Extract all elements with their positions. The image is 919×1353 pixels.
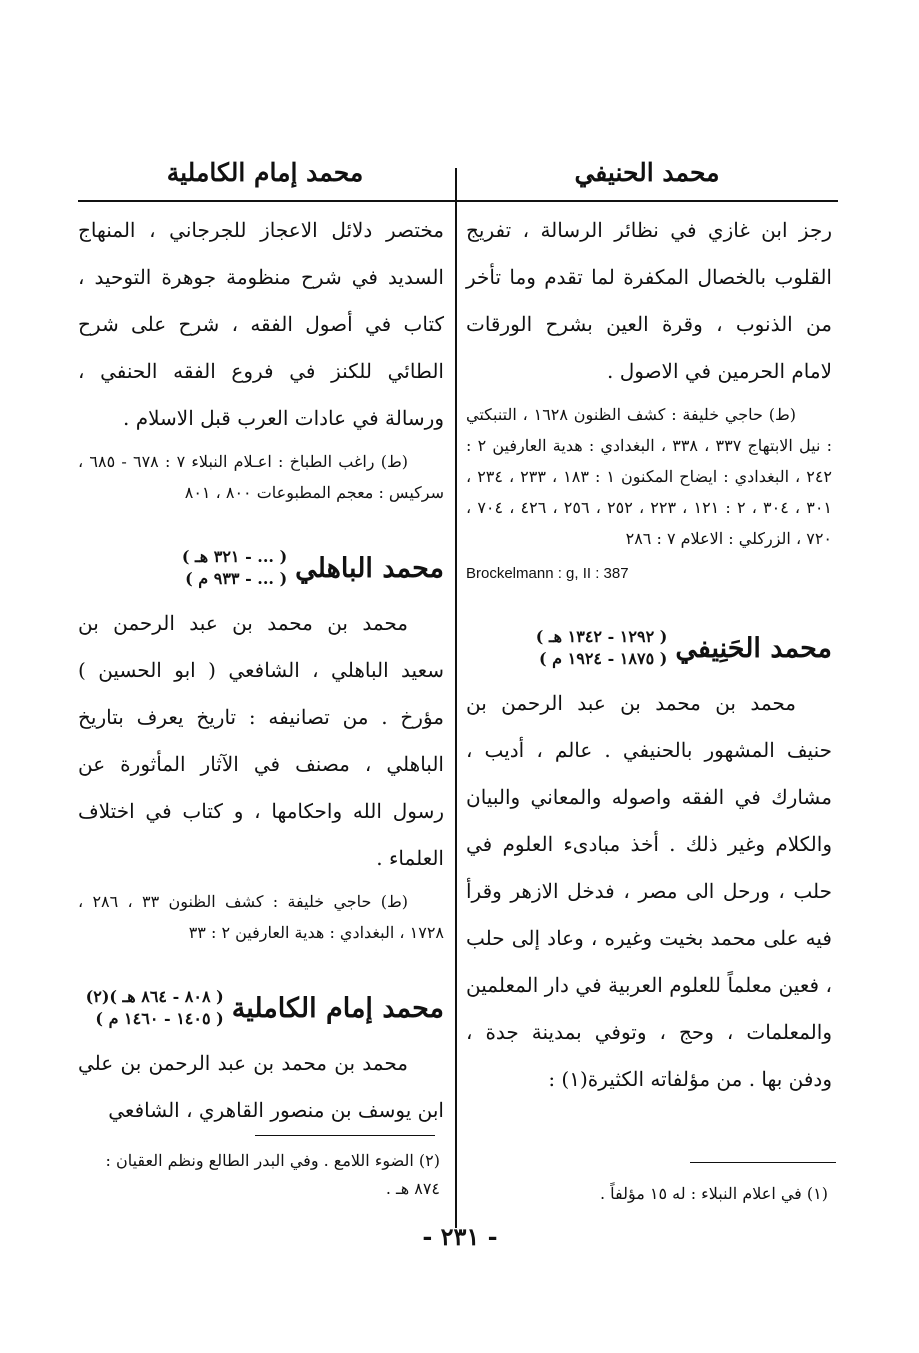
hijri-dates: ( ٨٠٨ - ٨٦٤ هـ )(٢) xyxy=(85,987,224,1006)
gregorian-dates: ( ١٤٠٥ - ١٤٦٠ م ) xyxy=(95,1009,224,1028)
entry1-latin-reference: Brockelmann : g, II : 387 xyxy=(466,565,629,582)
page-number: - ٢٣١ - xyxy=(422,1222,498,1251)
entry-name: محمد إمام الكاملية xyxy=(231,992,444,1024)
entry1-references: (ط) حاجي خليفة : كشف الظنون ١٦٢٨ ، التنبكتي : نيل الابتهاج ٣٣٧ ، ٣٣٨ ، البغدادي : هدية العارفين ٢ : ٢٤٢ ، البغدادي : ايضاح المكنون ١ : ١٨٣ ، ٢٣٣ ، ٢٣٤ ، ٣٠١ ، ٣٠٤ ، ٢ : ١٢١ ، ٢٢٣ ، ٢٥٢ ، ٢٥٦ ، ٤٢٦ ، ٧٠٤ ، ٧٢٠ ، الزركلي : الاعلام ٧ : ٢٨٦ xyxy=(466,405,833,548)
entry-dates xyxy=(536,626,668,670)
right-column xyxy=(466,207,832,1103)
entry-name: محمد الباهلي xyxy=(295,552,444,584)
gregorian-dates: ( ١٨٧٥ - ١٩٢٤ م ) xyxy=(539,649,668,668)
entry-body-kamiliya: محمد بن محمد بن عبد الرحمن بن علي ابن يوسف بن منصور القاهري ، الشافعي xyxy=(78,1051,444,1122)
entry-references-bahili: (ط) حاجي خليفة : كشف الظنون ٣٣ ، ٢٨٦ ، ١٧٢٨ ، البغدادي : هدية العارفين ٢ : ٣٣ xyxy=(78,892,444,942)
entry-heading-hanifi xyxy=(466,626,832,670)
entry-heading-bahili xyxy=(78,546,444,590)
entry-body-hanifi: محمد بن محمد بن عبد الرحمن بن حنيف المشهور بالحنيفي . عالم ، أديب ، مشارك في الفقه واصوله والمعاني والبيان والكلام وغير ذلك . أخذ مبادىء العلوم في حلب ، ورحل الى مصر ، فدخل الازهر وقرأ فيه على محمد بخيت وغيره ، وعاد إلى حلب ، فعين معلماً للعلوم العربية في دار المعلمين والمعلمات ، وحج ، وتوفي بمدينة جدة ، ودفن بها . من مؤلفاته الكثيرة(١) : xyxy=(466,691,832,1091)
gregorian-dates: ( ... - ٩٣٣ م ) xyxy=(185,569,288,588)
entry1-continuation: رجز ابن غازي في نظائر الرسالة ، تفريج القلوب بالخصال المكفرة لما تقدم وما تأخر من الذنوب ، وقرة العين بشرح الورقات لامام الحرمين في الاصول . xyxy=(466,218,832,383)
entry-dates xyxy=(86,986,224,1030)
running-header-left: محمد إمام الكاملية xyxy=(166,158,364,187)
entry-dates xyxy=(182,546,287,590)
entry-heading-kamiliya xyxy=(78,986,444,1030)
running-header-right: محمد الحنيفي xyxy=(574,158,720,187)
hijri-dates: ( ... - ٣٢١ هـ ) xyxy=(181,547,288,566)
hijri-dates: ( ١٢٩٢ - ١٣٤٢ هـ ) xyxy=(535,627,668,646)
entry-references-kamiliya: (ط) راغب الطباخ : اعـلام النبلاء ٧ : ٦٧٨ - ٦٨٥ ، سركيس : معجم المطبوعات ٨٠٠ ، ٨٠١ xyxy=(78,452,444,502)
entry-continuation-kamiliya: مختصر دلائل الاعجاز للجرجاني ، المنهاج السديد في شرح منظومة جوهرة التوحيد ، كتاب في أصول الفقه ، شرح على شرح الطائي للكنز في فروع الفقه الحنفي ، ورسالة في عادات العرب قبل الاسلام . xyxy=(78,218,444,430)
footnote-left: (٢) الضوء اللامع . وفي البدر الطالع ونظم العقيان : ٨٧٤ هـ . xyxy=(105,1151,440,1198)
entry-name: محمد الحَنِيفي xyxy=(675,632,832,664)
column-divider xyxy=(455,168,457,1228)
footnote-rule-right xyxy=(690,1162,836,1163)
footnote-rule-left xyxy=(255,1135,435,1136)
header-rule xyxy=(78,200,838,202)
footnote-right: (١) في اعلام النبلاء : له ١٥ مؤلفاً . xyxy=(599,1184,828,1203)
left-column xyxy=(78,207,444,1134)
entry-body-bahili: محمد بن محمد بن عبد الرحمن بن سعيد الباهلي ، الشافعي ( ابو الحسين ) مؤرخ . من تصانيفه : تاريخ يعرف بتاريخ الباهلي ، مصنف في الآثار المأثورة عن رسول الله واحكامها ، و كتاب في اختلاف العلماء . xyxy=(78,611,444,870)
